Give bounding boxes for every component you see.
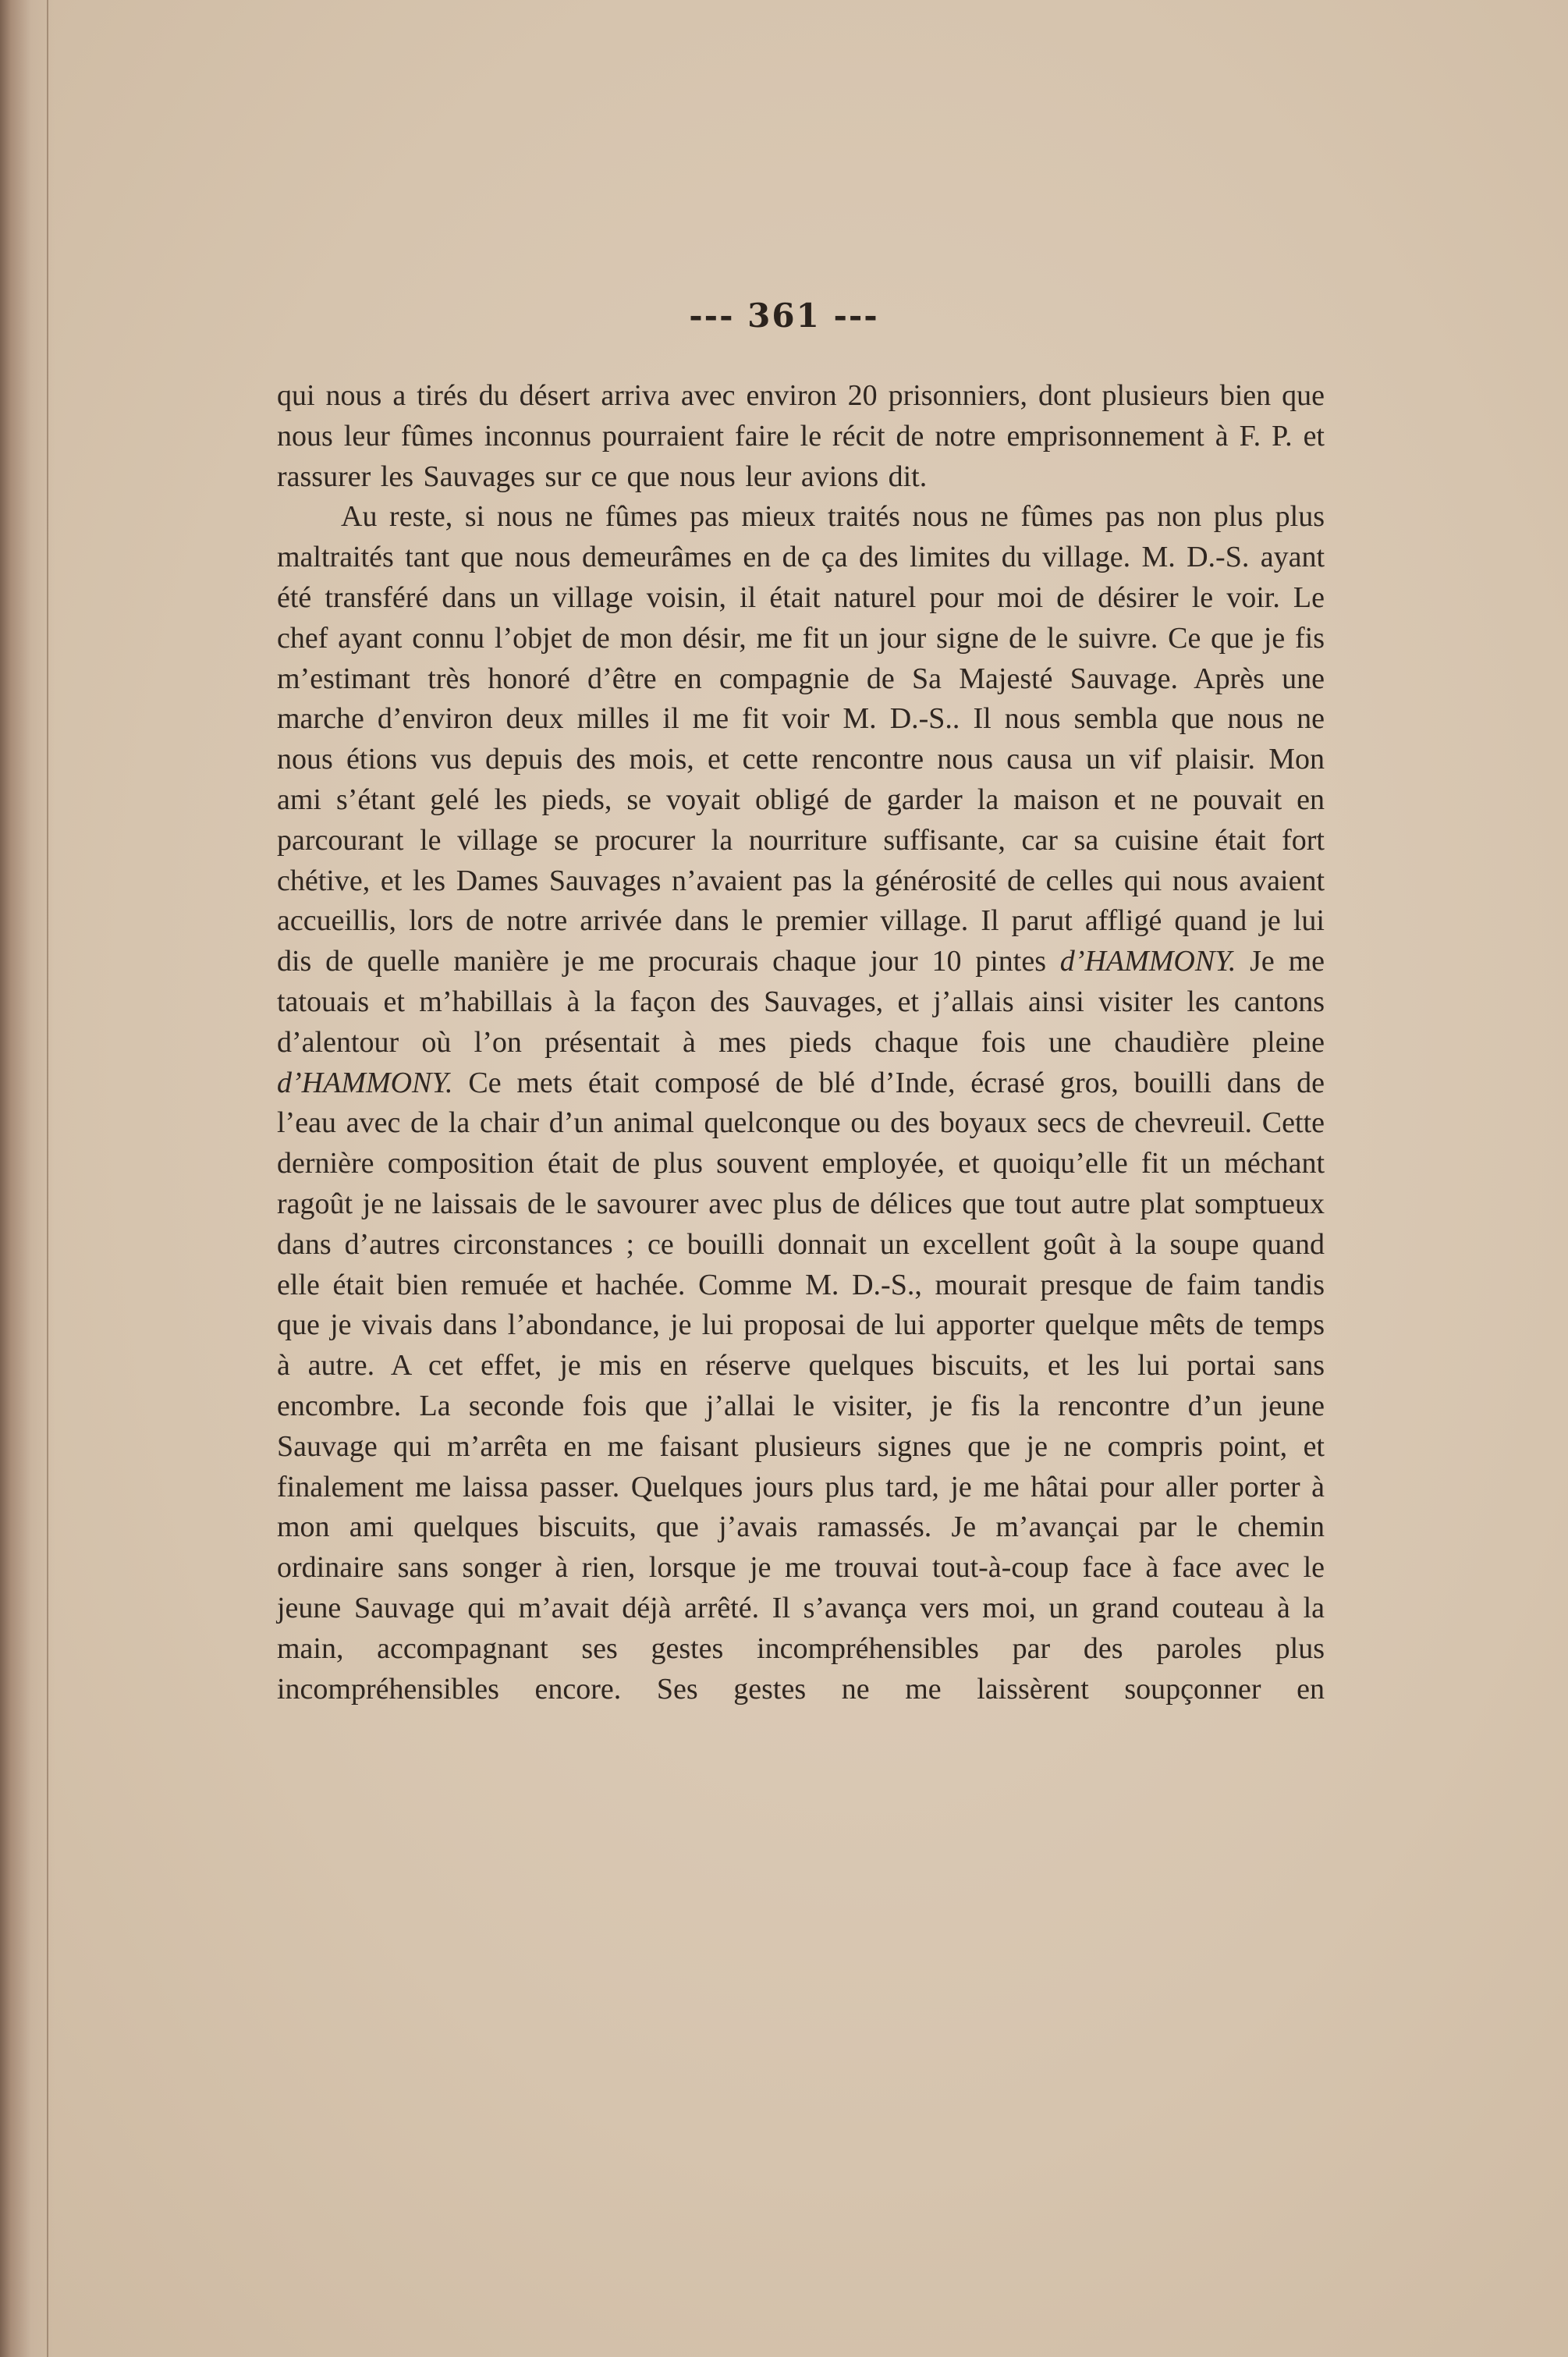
body-text bbox=[277, 376, 1325, 1709]
text-run: Je me tatouais et m’habillais à la façon des Sauvages, et j’allais ainsi visiter les cantons d’alentour où l’on présentait à mes pieds chaque fois une chaudière pleine bbox=[277, 945, 1325, 1059]
binding-edge bbox=[47, 0, 48, 2357]
dish-name-italic: d’HAMMONY. bbox=[277, 1066, 453, 1099]
page-number: --- 361 --- bbox=[689, 296, 879, 335]
paragraph-2 bbox=[277, 497, 1325, 1709]
paragraph-1 bbox=[277, 376, 1325, 497]
text-run: Au reste, si nous ne fûmes pas mieux traités nous ne fûmes pas non plus plus maltraités tant que nous demeurâmes en de ça des limites du village. M. D.-S. ayant été transféré dans un village voisin, il était naturel pour moi de désirer le voir. Le chef ayant connu l’objet de mon désir, me fit un jour signe de le suivre. Ce que je fis m’estimant très honoré d’être en compagnie de Sa Majesté Sauvage. Après une marche d’environ deux milles il me fit voir M. D.-S.. Il nous sembla que nous ne nous étions vus depuis des mois, et cette rencontre nous causa un vif plaisir. Mon ami s’étant gelé les pieds, se voyait obligé de garder la maison et ne pouvait en parcourant le village se procurer la nourriture suffisante, car sa cuisine était fort chétive, et les Dames Sauvages n’avaient pas la générosité de celles qui nous avaient accueillis, lors de notre arrivée dans le premier village. Il parut affligé quand je lui dis de quelle manière je me procurais chaque jour 10 pintes bbox=[277, 500, 1325, 978]
text-run: Ce mets était composé de blé d’Inde, écrasé gros, bouilli dans de l’eau avec de la chair d’un animal quelconque ou des boyaux secs de chevreuil. Cette dernière composition était de plus souvent employée, et quoiqu’elle fit un méchant ragoût je ne laissais de le savourer avec plus de délices que tout autre plat somptueux dans d’autres circonstances ; ce bouilli donnait un excellent goût à la soupe quand elle était bien remuée et hachée. Comme M. D.-S., mourait presque de faim tandis que je vivais dans l’abondance, je lui proposai de lui apporter quelque mêts de temps à autre. A cet effet, je mis en réserve quelques biscuits, et les lui portai sans encombre. La seconde fois que j’allai le visiter, je fis la rencontre d’un jeune Sauvage qui m’arrêta en me faisant plusieurs signes que je ne compris point, et finalement me laissa passer. Quelques jours plus tard, je me hâtai pour aller porter à mon ami quelques biscuits, que j’avais ramassés. Je m’avançai par le chemin ordinaire sans songer à rien, lorsque je me trouvai tout-à-coup face à face avec le jeune Sauvage qui m’avait déjà arrêté. Il s’avança vers moi, un grand couteau à la main, accompagnant ses gestes incompréhensibles par des paroles plus incompréhensibles encore. Ses gestes ne me laissèrent soupçonner en bbox=[277, 1066, 1325, 1706]
text-run: qui nous a tirés du désert arriva avec environ 20 prisonniers, dont plusieurs bien que nous leur fûmes inconnus pourraient faire le récit de notre emprisonnement à F. P. et rassurer les Sauvages sur ce que nous leur avions dit. bbox=[277, 379, 1325, 493]
dish-name-italic: d’HAMMONY. bbox=[1059, 945, 1236, 978]
